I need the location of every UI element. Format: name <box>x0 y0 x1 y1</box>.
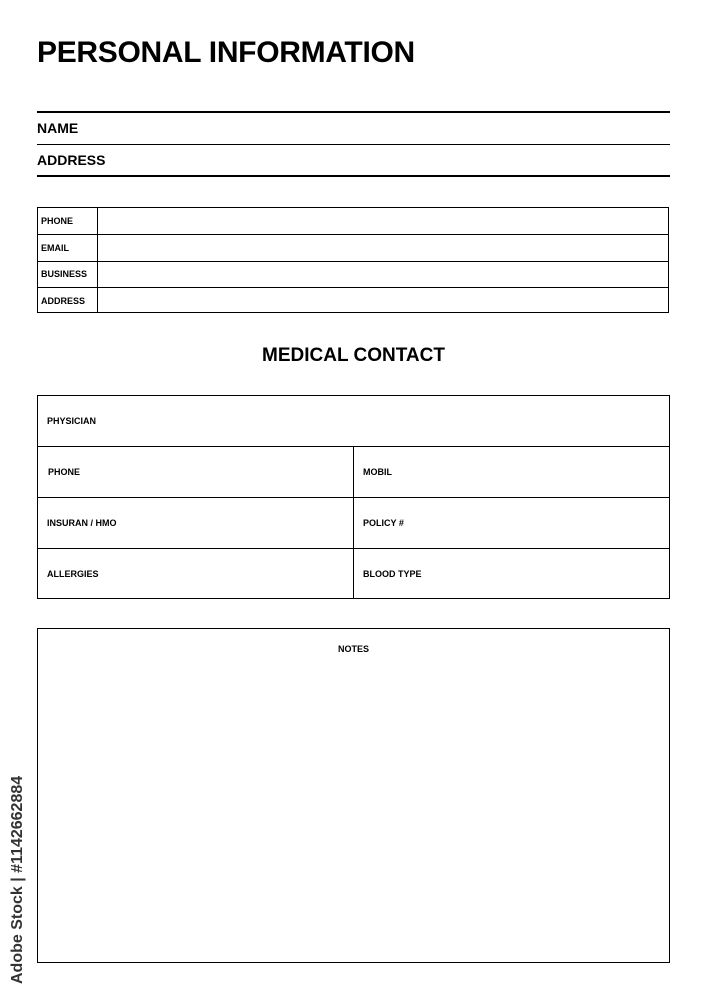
allergies-label: ALLERGIES <box>47 568 99 579</box>
physician-field[interactable] <box>38 396 669 446</box>
contact-address-field[interactable] <box>98 288 668 313</box>
medical-phone-field[interactable] <box>38 447 354 497</box>
section-title-medical: MEDICAL CONTACT <box>262 345 445 366</box>
table-row <box>38 396 669 447</box>
policy-label: POLICY # <box>363 518 404 528</box>
mobil-field[interactable] <box>354 447 669 497</box>
address-line[interactable] <box>37 175 670 177</box>
table-row <box>38 208 668 235</box>
contact-table <box>37 207 669 313</box>
table-row <box>38 447 669 498</box>
allergies-field[interactable] <box>38 549 354 598</box>
table-row <box>38 261 668 288</box>
business-field[interactable] <box>98 261 668 287</box>
email-field[interactable] <box>98 235 668 261</box>
name-line[interactable] <box>37 144 670 145</box>
physician-label: PHYSICIAN <box>47 416 97 426</box>
medical-table <box>37 395 670 599</box>
table-row <box>38 498 669 549</box>
insurance-field[interactable] <box>38 498 354 548</box>
email-label: EMAIL <box>38 235 98 261</box>
blood-type-field[interactable] <box>354 549 669 598</box>
medical-phone-label: PHONE <box>48 467 81 477</box>
address-label: ADDRESS <box>37 152 106 168</box>
divider-top <box>37 111 670 113</box>
blood-type-label: BLOOD TYPE <box>363 568 422 579</box>
table-row <box>38 288 668 313</box>
business-label: BUSINESS <box>38 261 98 287</box>
phone-label: PHONE <box>38 208 98 234</box>
phone-field[interactable] <box>98 208 668 234</box>
page-title: PERSONAL INFORMATION <box>37 36 415 69</box>
mobil-label: MOBIL <box>363 467 392 477</box>
stock-watermark: Adobe Stock | #1142662884 <box>9 775 26 984</box>
table-row <box>38 549 669 598</box>
notes-label: NOTES <box>337 644 369 654</box>
table-row <box>38 235 668 262</box>
contact-address-label: ADDRESS <box>38 288 98 313</box>
notes-box[interactable] <box>37 628 670 963</box>
policy-field[interactable] <box>354 498 669 548</box>
insurance-label: INSURAN / HMO <box>47 518 117 528</box>
name-label: NAME <box>37 120 79 136</box>
